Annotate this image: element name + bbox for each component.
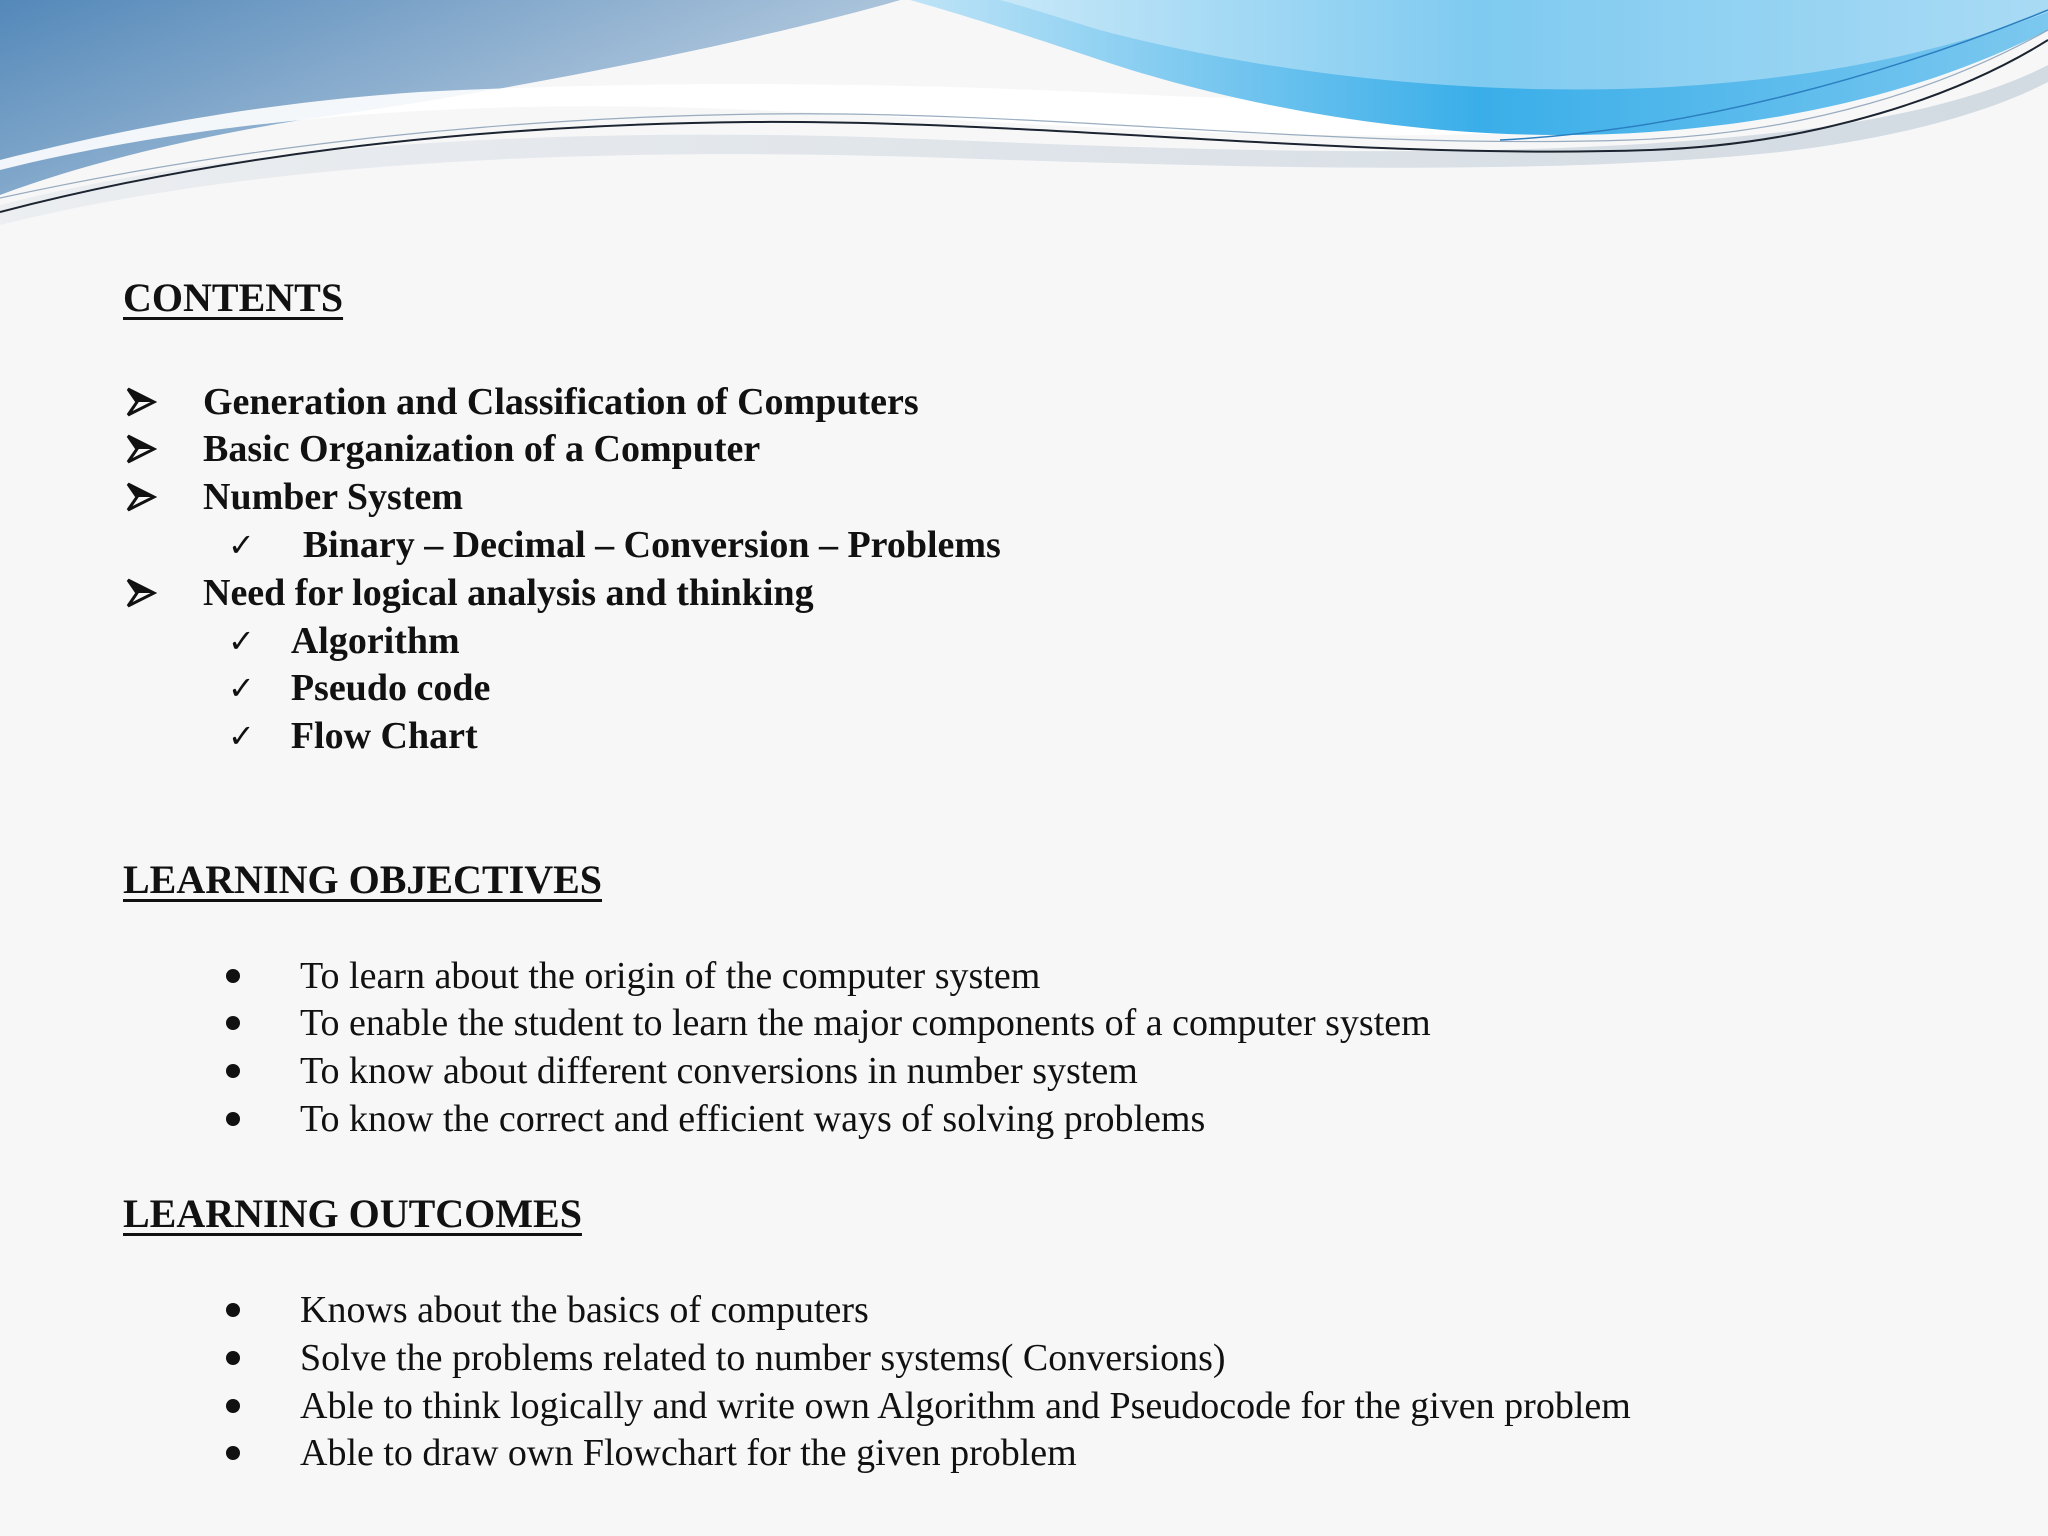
contents-item-label: Need for logical analysis and thinking: [203, 572, 814, 614]
arrow-bullet-icon: [125, 481, 157, 513]
contents-item: [125, 569, 814, 617]
objective-item: [226, 1095, 1205, 1143]
contents-heading: CONTENTS: [123, 275, 344, 320]
check-mark-icon: ✓: [228, 526, 255, 564]
contents-subitem: [228, 664, 490, 712]
bullet-dot-icon: [226, 969, 240, 983]
bullet-dot-icon: [226, 1303, 240, 1317]
contents-subitem-label: Binary – Decimal – Conversion – Problems: [302, 524, 1001, 566]
contents-item: [125, 378, 919, 426]
outcome-item-label: Solve the problems related to number systems( Conversions): [300, 1337, 1226, 1379]
contents-subitem-label: Flow Chart: [290, 715, 478, 757]
objective-item-label: To enable the student to learn the major components of a computer system: [300, 1002, 1431, 1044]
outcome-item-label: Able to draw own Flowchart for the given problem: [300, 1432, 1077, 1474]
outcome-item-label: Knows about the basics of computers: [300, 1289, 869, 1331]
objective-item-label: To know the correct and efficient ways of solving problems: [300, 1098, 1206, 1140]
learning-outcomes-heading: LEARNING OUTCOMES: [123, 1191, 582, 1236]
arrow-bullet-icon: [125, 386, 157, 418]
contents-item-label: Number System: [203, 476, 464, 518]
outcome-item: [226, 1334, 1226, 1382]
contents-item: [125, 473, 463, 521]
contents-subitem-label: Pseudo code: [290, 667, 491, 709]
check-mark-icon: ✓: [228, 669, 255, 707]
contents-item-label: Basic Organization of a Computer: [203, 428, 761, 470]
contents-subitem: [228, 521, 1001, 569]
objective-item-label: To learn about the origin of the computer system: [300, 955, 1041, 997]
bullet-dot-icon: [226, 1446, 240, 1460]
bullet-dot-icon: [226, 1016, 240, 1030]
check-mark-icon: ✓: [228, 717, 255, 755]
bullet-dot-icon: [226, 1399, 240, 1413]
outcome-item: [226, 1382, 1631, 1430]
outcome-item-label: Able to think logically and write own Algorithm and Pseudocode for the given problem: [300, 1385, 1631, 1427]
contents-subitem: [228, 617, 460, 665]
objective-item-label: To know about different conversions in number system: [300, 1050, 1138, 1092]
bullet-dot-icon: [226, 1064, 240, 1078]
contents-item: [125, 425, 760, 473]
arrow-bullet-icon: [125, 433, 157, 465]
objective-item: [226, 999, 1431, 1047]
outcome-item: [226, 1286, 869, 1334]
bullet-dot-icon: [226, 1351, 240, 1365]
learning-objectives-heading: LEARNING OBJECTIVES: [123, 857, 603, 902]
objective-item: [226, 1047, 1138, 1095]
bullet-dot-icon: [226, 1112, 240, 1126]
check-mark-icon: ✓: [228, 622, 255, 660]
arrow-bullet-icon: [125, 577, 157, 609]
contents-subitem-label: Algorithm: [290, 620, 460, 662]
contents-subitem: [228, 712, 478, 760]
header-wave-decoration: [0, 0, 2048, 240]
outcome-item: [226, 1429, 1077, 1477]
objective-item: [226, 952, 1040, 1000]
contents-item-label: Generation and Classification of Computers: [203, 381, 919, 423]
